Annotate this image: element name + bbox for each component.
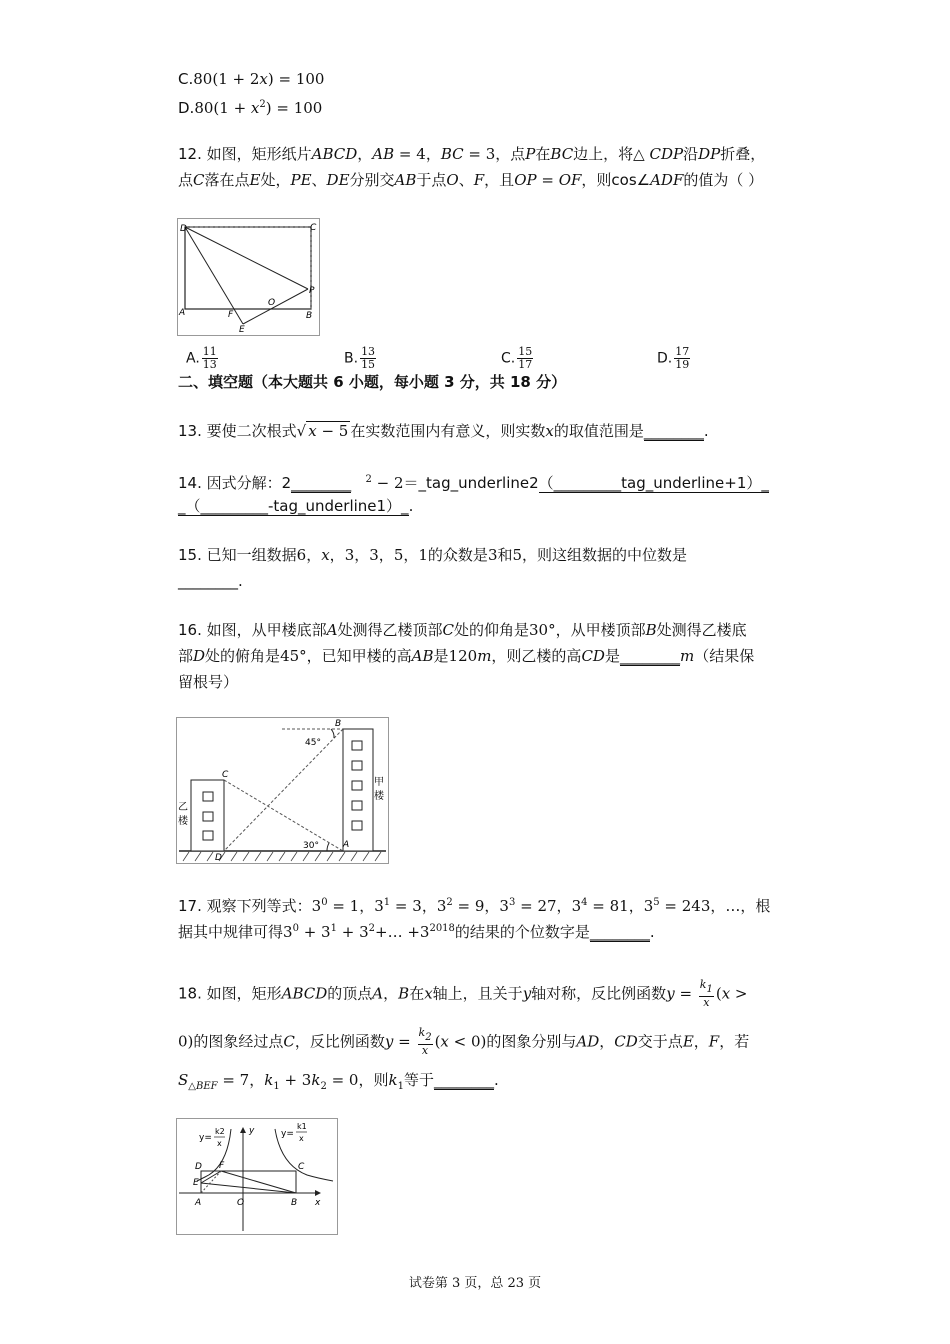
q13-text: 13. 要使二次根式√ x − 5 在实数范围内有意义，则实数x的取值范围是________. bbox=[178, 422, 709, 440]
q18-text-line2: 0)的图象经过点C，反比例函数y = $\frac{k2}{x}$ (x < 0)的图象分别与AD，CD交于点E，F，若 bbox=[178, 1026, 750, 1057]
q12-text-line1: 12. 如图，矩形纸片ABCD，AB = 4，BC = 3，点P在BC边上，将△ CDP沿DP折叠， bbox=[178, 145, 766, 163]
page-footer: 试卷第 3 页，总 23 页 bbox=[408, 1276, 542, 1291]
q15-text-line2: ________. bbox=[178, 572, 243, 590]
fig16-label-b: B bbox=[335, 719, 342, 729]
q12-figure bbox=[177, 218, 320, 336]
q11-option-c: C.80(1 + 2x) = 100 bbox=[178, 70, 325, 88]
q16-text-line2: 部D处的俯角是45°，已知甲楼的高AB是120m，则乙楼的高CD是________m（结果保 bbox=[178, 647, 755, 665]
q18-text-line3: $S_{\triangle BEF} = 7$，$k_1 + 3k_2 = 0$，则$k_1$等于________. bbox=[178, 1071, 499, 1092]
q12-option-a: A. $\frac{11}{13}$ bbox=[186, 345, 217, 371]
fig16-angle-30: 30° bbox=[303, 841, 319, 851]
q12-option-b: B. $\frac{13}{15}$ bbox=[344, 345, 376, 371]
fig16-label-d: D bbox=[215, 853, 222, 863]
fig16-label-jia-lou: 楼 bbox=[374, 791, 384, 802]
q12-option-c: C. $\frac{15}{17}$ bbox=[501, 345, 533, 371]
fig18-label-f: F bbox=[219, 1161, 225, 1171]
fig18-label-b: B bbox=[291, 1198, 298, 1208]
fig12-label-b: B bbox=[306, 311, 313, 321]
fig16-label-yi: 乙 bbox=[178, 802, 188, 813]
fig18-x-axis: x bbox=[315, 1198, 321, 1208]
q17-text-line2: 据其中规律可得$3^0 + 3^1$ + $3^2+\dots +3^{2018}$的结果的个位数字是________. bbox=[178, 923, 655, 941]
fig12-label-e: E bbox=[239, 325, 245, 335]
fig18-label-e: E bbox=[193, 1178, 199, 1188]
fig18-label-d: D bbox=[195, 1162, 202, 1172]
q16-text-line1: 16. 如图，从甲楼底部A处测得乙楼顶部C处的仰角是30°，从甲楼顶部B处测得乙楼底 bbox=[178, 621, 747, 639]
q16-figure bbox=[176, 717, 389, 864]
fig18-k2: k2 bbox=[215, 1127, 225, 1136]
fig18-x-right: x bbox=[299, 1134, 304, 1143]
fig12-label-f: F bbox=[228, 310, 234, 320]
q17-text-line1: 17. 观察下列等式：$3^0 = 1$，$3^1 = 3$，$3^2 = 9$，$3^3 = 27$，$3^4 = 81$，$3^5 = 243$，…，根 bbox=[178, 897, 771, 915]
fig16-label-yi-lou: 楼 bbox=[178, 816, 188, 827]
fig18-label-a: A bbox=[195, 1198, 202, 1208]
fig18-eq-left: y= bbox=[199, 1133, 212, 1143]
q16-text-line3: 留根号） bbox=[178, 673, 239, 691]
fig18-y-axis: y bbox=[249, 1126, 255, 1136]
fig16-angle-45: 45° bbox=[305, 738, 321, 748]
q18-figure bbox=[176, 1118, 338, 1235]
fig12-label-c: C bbox=[310, 223, 317, 233]
fig12-label-o: O bbox=[268, 298, 276, 308]
q18-text-line1: 18. 如图，矩形ABCD的顶点A，B在x轴上，且关于y轴对称，反比例函数y = $\frac{k1}{x}$ (x > bbox=[178, 978, 748, 1009]
fig16-label-jia: 甲 bbox=[374, 777, 384, 788]
fig18-label-c: C bbox=[298, 1162, 305, 1172]
q11-option-d: $D.80(1 + x^2) = 100$ bbox=[178, 99, 323, 117]
section2-heading: 二、填空题（本大题共 6 小题，每小题 3 分，共 18 分） bbox=[178, 373, 567, 391]
q12-option-d: D. $\frac{17}{19}$ bbox=[657, 345, 690, 371]
q12-text-line2: 点C落在点E处，PE、DE分别交AB于点O、F，且OP = OF，则cos∠ADF的值为（ ） bbox=[178, 171, 764, 189]
q15-text-line1: 15. 已知一组数据6，x，3，3，5，1的众数是3和5，则这组数据的中位数是 bbox=[178, 546, 688, 564]
fig12-label-p: P bbox=[309, 286, 315, 296]
fig12-label-a: A bbox=[179, 308, 186, 318]
fig18-eq-right: y= bbox=[281, 1129, 294, 1139]
fig18-label-o: O bbox=[237, 1198, 245, 1208]
q14-text-line1: 14. 因式分解：2________ $^2$ − 2＝_tag_underline2（_________tag_underline+1）_ bbox=[178, 474, 769, 492]
fig16-label-a: A bbox=[343, 840, 350, 850]
fig12-label-d: D bbox=[180, 224, 187, 234]
fig18-x-left: x bbox=[217, 1139, 222, 1148]
fig18-k1: k1 bbox=[297, 1122, 307, 1131]
fig16-label-c: C bbox=[222, 770, 229, 780]
q14-text-line2: _（_________-tag_underline1）_. bbox=[178, 497, 414, 515]
